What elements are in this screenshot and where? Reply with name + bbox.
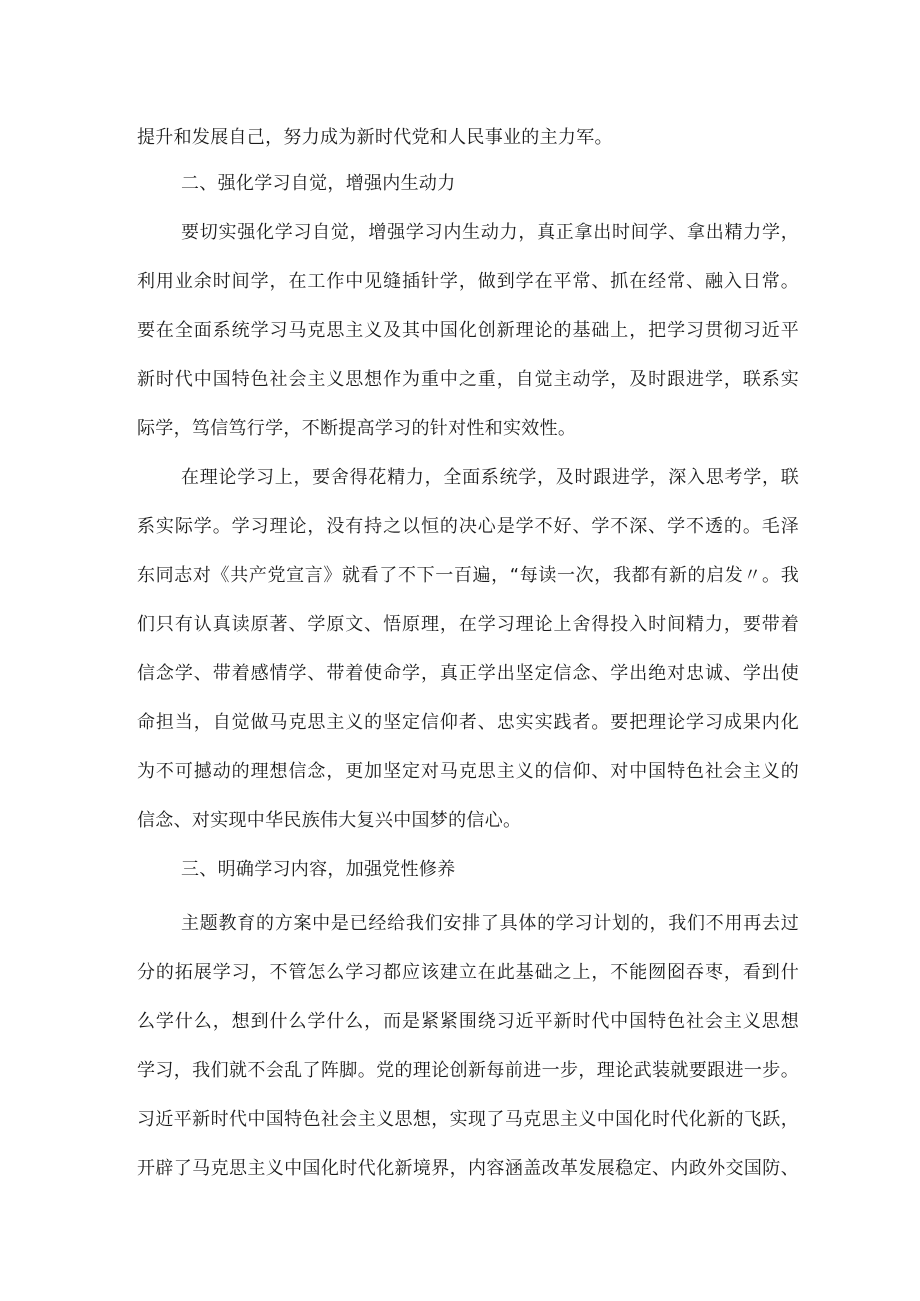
text-line-19: 么学什么，想到什么学什么，而是紧紧围绕习近平新时代中国特色社会主义思想 [137,1011,799,1032]
text-line-9: 系实际学。学习理论，没有持之以恒的决心是学不好、学不深、学不透的。毛泽 [137,516,799,537]
text-line-1: 提升和发展自己，努力成为新时代党和人民事业的主力军。 [137,127,613,148]
text-line-10: 东同志对《共产党宣言》就看了不下一百遍，“每读一次，我都有新的启发〃。我 [137,565,799,586]
text-line-22: 开辟了马克思主义中国化时代化新境界，内容涵盖改革发展稳定、内政外交国防、 [137,1158,799,1179]
text-line-5: 要在全面系统学习马克思主义及其中国化创新理论的基础上，把学习贯彻习近平 [137,320,799,341]
text-line-6: 新时代中国特色社会主义思想作为重中之重，自觉主动学，及时跟进学，联系实 [137,369,799,390]
section-heading-2: 二、强化学习自觉，增强内生动力 [181,173,456,194]
text-line-15: 信念、对实现中华民族伟大复兴中国梦的信心。 [137,810,522,831]
text-line-4: 利用业余时间学，在工作中见缝插针学，做到学在平常、抓在经常、融入日常。 [137,271,799,292]
section-heading-3: 三、明确学习内容，加强党性修养 [181,859,456,880]
text-line-7: 际学，笃信笃行学，不断提高学习的针对性和实效性。 [137,418,577,439]
text-line-17: 主题教育的方案中是已经给我们安排了具体的学习计划的，我们不用再去过 [181,913,799,934]
text-line-13: 命担当，自觉做马克思主义的坚定信仰者、忠实实践者。要把理论学习成果内化 [137,712,799,733]
text-line-14: 为不可撼动的理想信念，更加坚定对马克思主义的信仰、对中国特色社会主义的 [137,761,799,782]
text-line-12: 信念学、带着感情学、带着使命学，真正学出坚定信念、学出绝对忠诚、学出使 [137,663,799,684]
text-line-18: 分的拓展学习，不管怎么学习都应该建立在此基础之上，不能囫囵吞枣，看到什 [137,962,799,983]
text-line-8: 在理论学习上，要舍得花精力，全面系统学，及时跟进学，深入思考学，联 [181,467,799,488]
text-line-3: 要切实强化学习自觉，增强学习内生动力，真正拿出时间学、拿出精力学， [181,222,799,243]
text-line-20: 学习，我们就不会乱了阵脚。党的理论创新每前进一步，理论武装就要跟进一步。 [137,1060,799,1081]
text-line-11: 们只有认真读原著、学原文、悟原理，在学习理论上舍得投入时间精力，要带着 [137,614,799,635]
text-line-21: 习近平新时代中国特色社会主义思想，实现了马克思主义中国化时代化新的飞跃， [137,1109,799,1130]
